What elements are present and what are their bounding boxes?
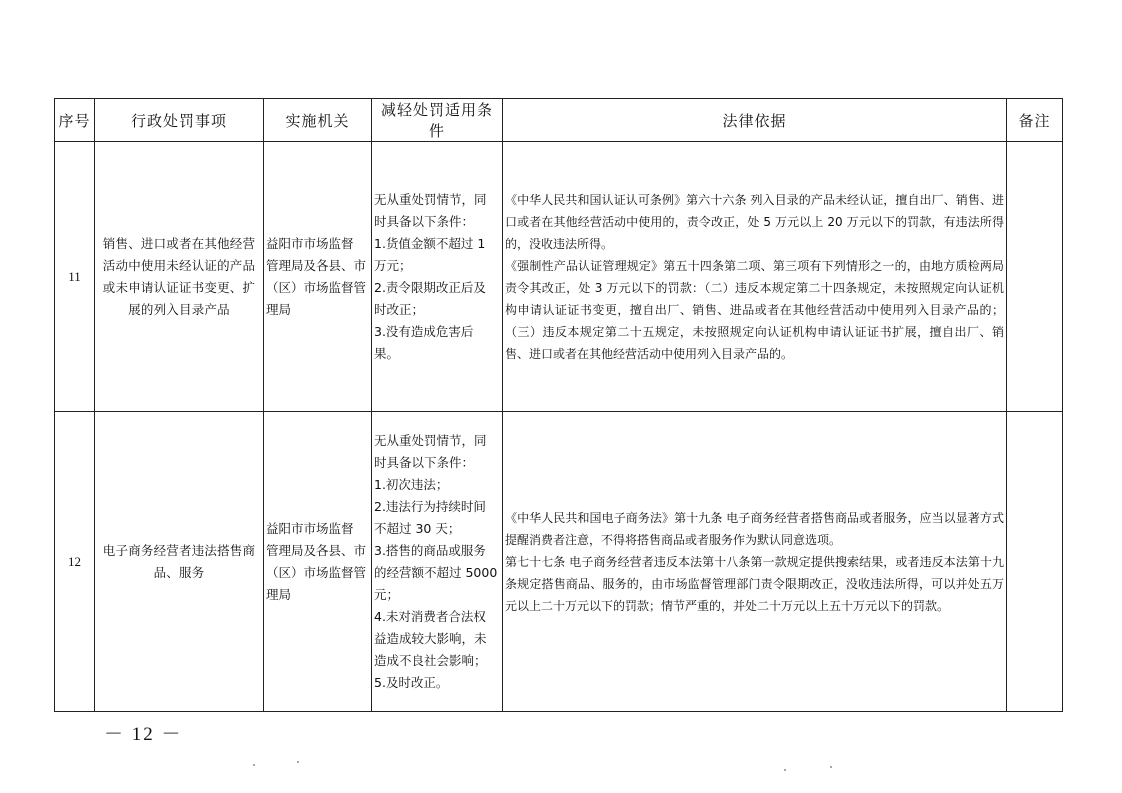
law-paragraph: 第七十七条 电子商务经营者违反本法第十八条第一款规定提供搜索结果，或者违反本法第十九条规定搭售商品、服务的，由市场监督管理部门责令限期改正，没收违法所得，可以并处五万元以上二十万元以下的罚款；情节严重的，并处二十万元以上五十万元以下的罚款。 bbox=[505, 554, 1004, 613]
scan-speck bbox=[830, 766, 832, 768]
item-line: 活动中使用未经认证的产品 bbox=[102, 257, 256, 273]
org-line: 理局 bbox=[266, 301, 292, 317]
row-law bbox=[503, 142, 1007, 412]
table-row bbox=[55, 412, 1063, 712]
item-line: 电子商务经营者违法搭售商 bbox=[102, 542, 256, 558]
item-line: 销售、进口或者在其他经营 bbox=[102, 235, 256, 251]
condition-line: 不超过 30 天； bbox=[374, 520, 461, 536]
item-line: 展的列入目录产品 bbox=[128, 301, 230, 317]
condition-line: 2.违法行为持续时间 bbox=[374, 498, 486, 514]
row-note bbox=[1007, 412, 1063, 712]
org-line: 管理局及各县、市 bbox=[266, 257, 367, 273]
condition-line: 2.责令限期改正后及 bbox=[374, 279, 486, 295]
condition-line: 时具备以下条件： bbox=[374, 454, 475, 470]
header-org: 实施机关 bbox=[264, 99, 372, 142]
header-law: 法律依据 bbox=[503, 99, 1007, 142]
row-num: 11 bbox=[55, 142, 95, 412]
condition-line: 1.初次违法； bbox=[374, 476, 449, 492]
org-line: 管理局及各县、市 bbox=[266, 542, 367, 558]
row-org bbox=[264, 142, 372, 412]
org-line: 益阳市市场监督 bbox=[266, 520, 354, 536]
condition-line: 4.未对消费者合法权 bbox=[374, 608, 486, 624]
condition-line: 果。 bbox=[374, 345, 400, 361]
law-paragraph: 《中华人民共和国认证认可条例》第六十六条 列入目录的产品未经认证，擅自出厂、销售、进口或者在其他经营活动中使用的，责令改正，处 5 万元以上 20 万元以下的罚款，有违法所得的，没收违法所得。 bbox=[505, 192, 1004, 251]
law-paragraph: 《强制性产品认证管理规定》第五十四条第二项、第三项有下列情形之一的，由地方质检两局责令其改正，处 3 万元以下的罚款：（二）违反本规定第二十四条规定，未按照规定向认证机构申请认证证书变更，擅自出厂、销售、进品或者在其他经营活动中使用列入目录产品的；（三）违反本规定第二十五规定，未按照规定向认证机构申请认证证书扩展，擅自出厂、销售、进口或者在其他经营活动中使用列入目录产品的。 bbox=[505, 258, 1004, 361]
condition-line: 无从重处罚情节，同 bbox=[374, 191, 487, 207]
org-line: 理局 bbox=[266, 586, 292, 602]
condition-line: 无从重处罚情节，同 bbox=[374, 432, 487, 448]
item-line: 或未申请认证证书变更、扩 bbox=[102, 279, 256, 295]
row-conditions bbox=[372, 142, 503, 412]
condition-line: 万元； bbox=[374, 257, 412, 273]
condition-line: 3.没有造成危害后 bbox=[374, 323, 474, 339]
law-paragraph: 《中华人民共和国电子商务法》第十九条 电子商务经营者搭售商品或者服务，应当以显著方式提醒消费者注意，不得将搭售商品或者服务作为默认同意选项。 bbox=[505, 510, 1004, 547]
row-org bbox=[264, 412, 372, 712]
item-line: 品、服务 bbox=[153, 564, 205, 580]
condition-line: 造成不良社会影响； bbox=[374, 652, 487, 668]
org-line: 益阳市市场监督 bbox=[266, 235, 354, 251]
org-line: （区）市场监督管 bbox=[266, 564, 367, 580]
condition-line: 5.及时改正。 bbox=[374, 674, 449, 690]
penalty-table bbox=[54, 98, 1063, 712]
scan-speck bbox=[784, 769, 786, 771]
row-item bbox=[95, 412, 264, 712]
scan-speck bbox=[297, 761, 299, 763]
condition-line: 1.货值金额不超过 1 bbox=[374, 235, 486, 251]
row-note bbox=[1007, 142, 1063, 412]
condition-line: 时具备以下条件： bbox=[374, 213, 475, 229]
table-row bbox=[55, 142, 1063, 412]
page-number: － 12 － bbox=[104, 724, 183, 745]
condition-line: 元； bbox=[374, 586, 400, 602]
condition-line: 时改正； bbox=[374, 301, 425, 317]
row-num: 12 bbox=[55, 412, 95, 712]
condition-line: 益造成较大影响，未 bbox=[374, 630, 487, 646]
org-line: （区）市场监督管 bbox=[266, 279, 367, 295]
table-header-row bbox=[55, 99, 1063, 142]
row-conditions bbox=[372, 412, 503, 712]
header-item: 行政处罚事项 bbox=[95, 99, 264, 142]
header-note: 备注 bbox=[1007, 99, 1063, 142]
row-law bbox=[503, 412, 1007, 712]
scan-speck bbox=[253, 764, 255, 766]
condition-line: 3.搭售的商品或服务 bbox=[374, 542, 486, 558]
condition-line: 的经营额不超过 5000 bbox=[374, 564, 498, 580]
row-item bbox=[95, 142, 264, 412]
header-num: 序号 bbox=[55, 99, 95, 142]
header-conditions: 减轻处罚适用条件 bbox=[372, 99, 503, 142]
